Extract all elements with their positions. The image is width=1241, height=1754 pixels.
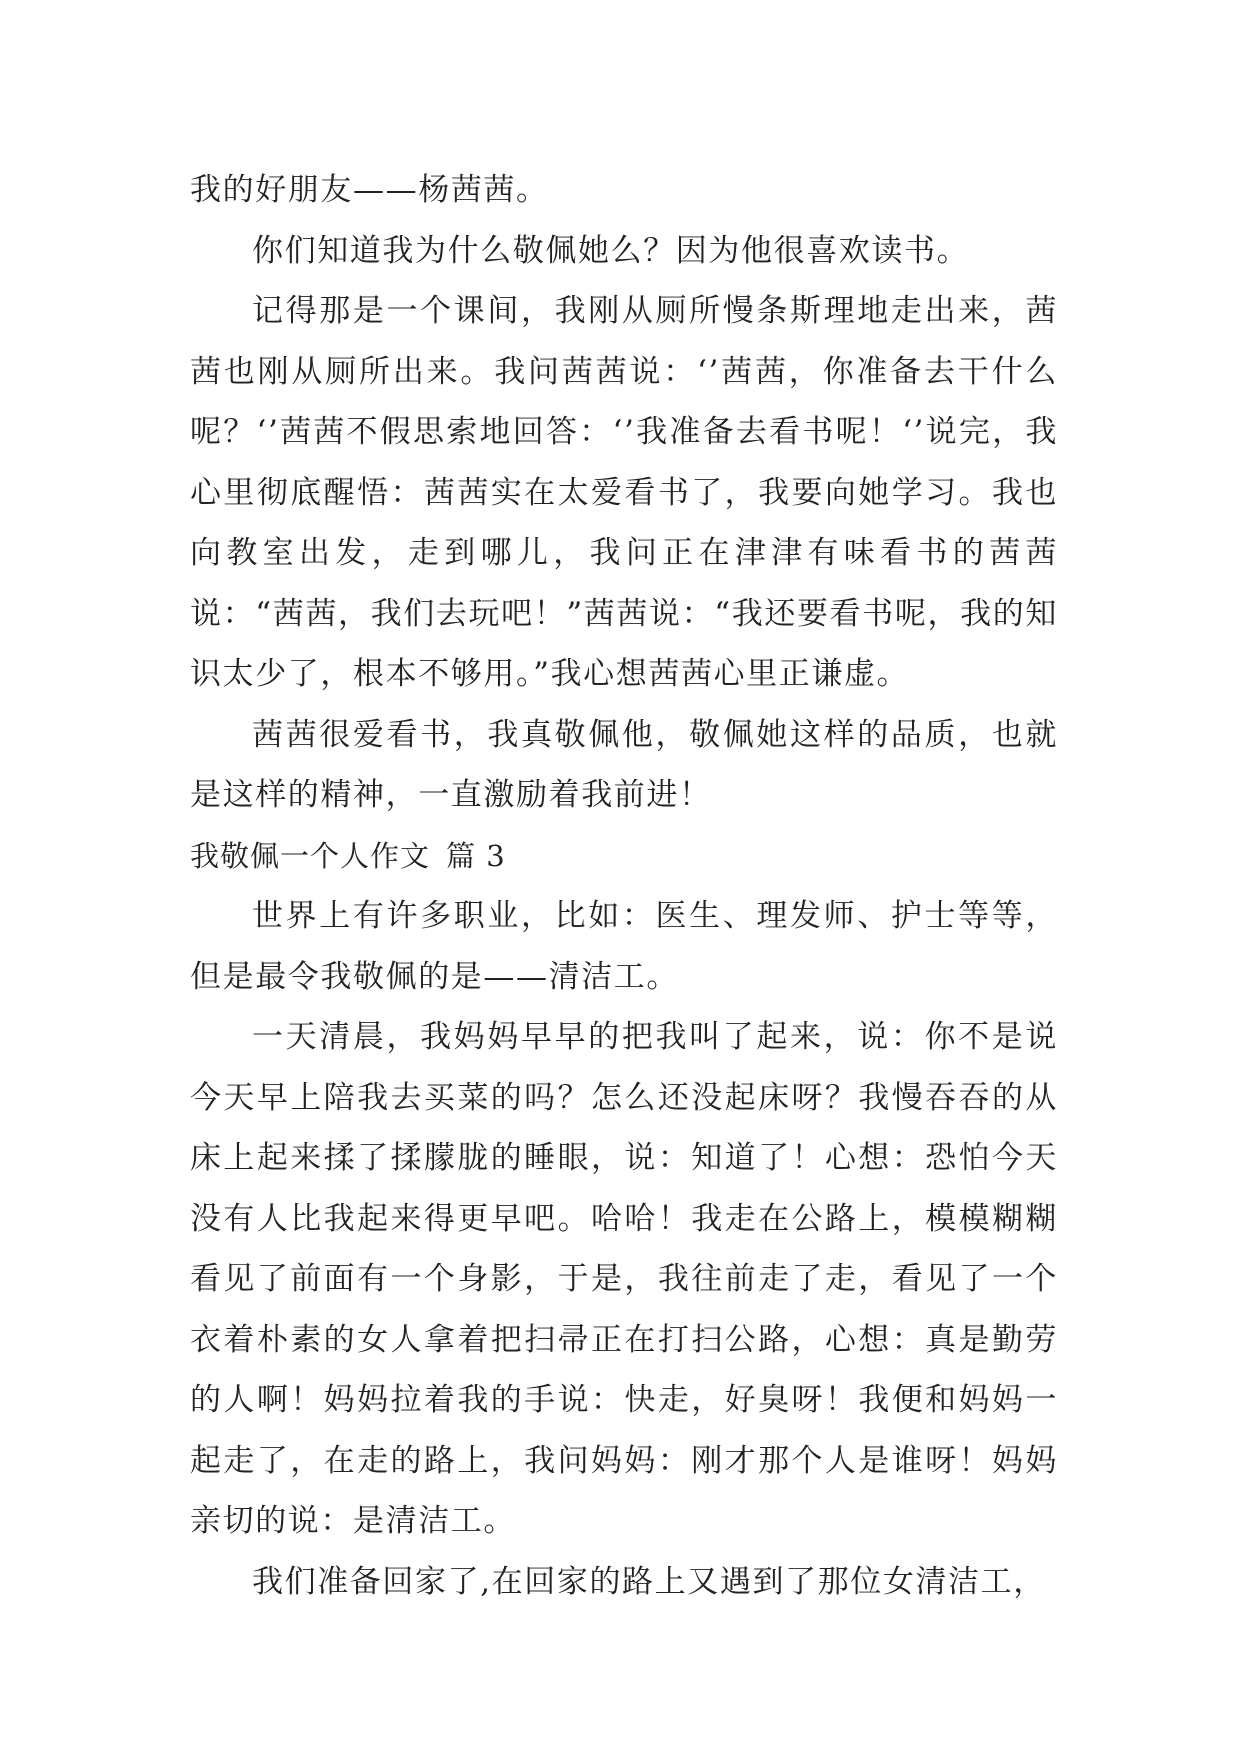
document-body [190, 160, 1058, 1612]
paragraph: 你们知道我为什么敬佩她么？因为他很喜欢读书。 [252, 232, 970, 269]
paragraph: 我的好朋友——杨茜茜。 [190, 172, 549, 208]
section-heading-label: 篇 3 [446, 838, 506, 873]
paragraph: 世界上有许多职业，比如：医生、理发师、护士等等，但是最令我敬佩的是——清洁工。 [190, 898, 1058, 995]
section-heading [190, 826, 1058, 887]
paragraph: 记得那是一个课间，我刚从厕所慢条斯理地走出来，茜茜也刚从厕所出来。我问茜茜说：‘’茜茜，你准备去干什么呢？‘’茜茜不假思索地回答：‘’我准备去看书呢！‘’说完，我心里彻底醒悟：茜茜实在太爱看书了，我要向她学习。我也向教室出发，走到哪儿，我问正在津津有味看书的茜茜说：“茜茜，我们去玩吧！”茜茜说：“我还要看书呢，我的知识太少了，根本不够用。”我心想茜茜心里正谦虚。 [190, 293, 1058, 692]
section-heading-title: 我敬佩一个人作文 [190, 838, 431, 873]
paragraph: 一天清晨，我妈妈早早的把我叫了起来，说：你不是说今天早上陪我去买菜的吗？怎么还没起床呀？我慢吞吞的从床上起来揉了揉朦胧的睡眼，说：知道了！心想：恐怕今天没有人比我起来得更早吧。哈哈！我走在公路上，模模糊糊看见了前面有一个身影，于是，我往前走了走，看见了一个衣着朴素的女人拿着把扫帚正在打扫公路，心想：真是勤劳的人啊！妈妈拉着我的手说：快走，好臭呀！我便和妈妈一起走了，在走的路上，我问妈妈：刚才那个人是谁呀！妈妈亲切的说：是清洁工。 [190, 1019, 1058, 1539]
paragraph: 我们准备回家了,在回家的路上又遇到了那位女清洁工， [252, 1563, 1046, 1600]
paragraph: 茜茜很爱看书，我真敬佩他，敬佩她这样的品质，也就是这样的精神，一直激励着我前进！ [190, 716, 1058, 813]
